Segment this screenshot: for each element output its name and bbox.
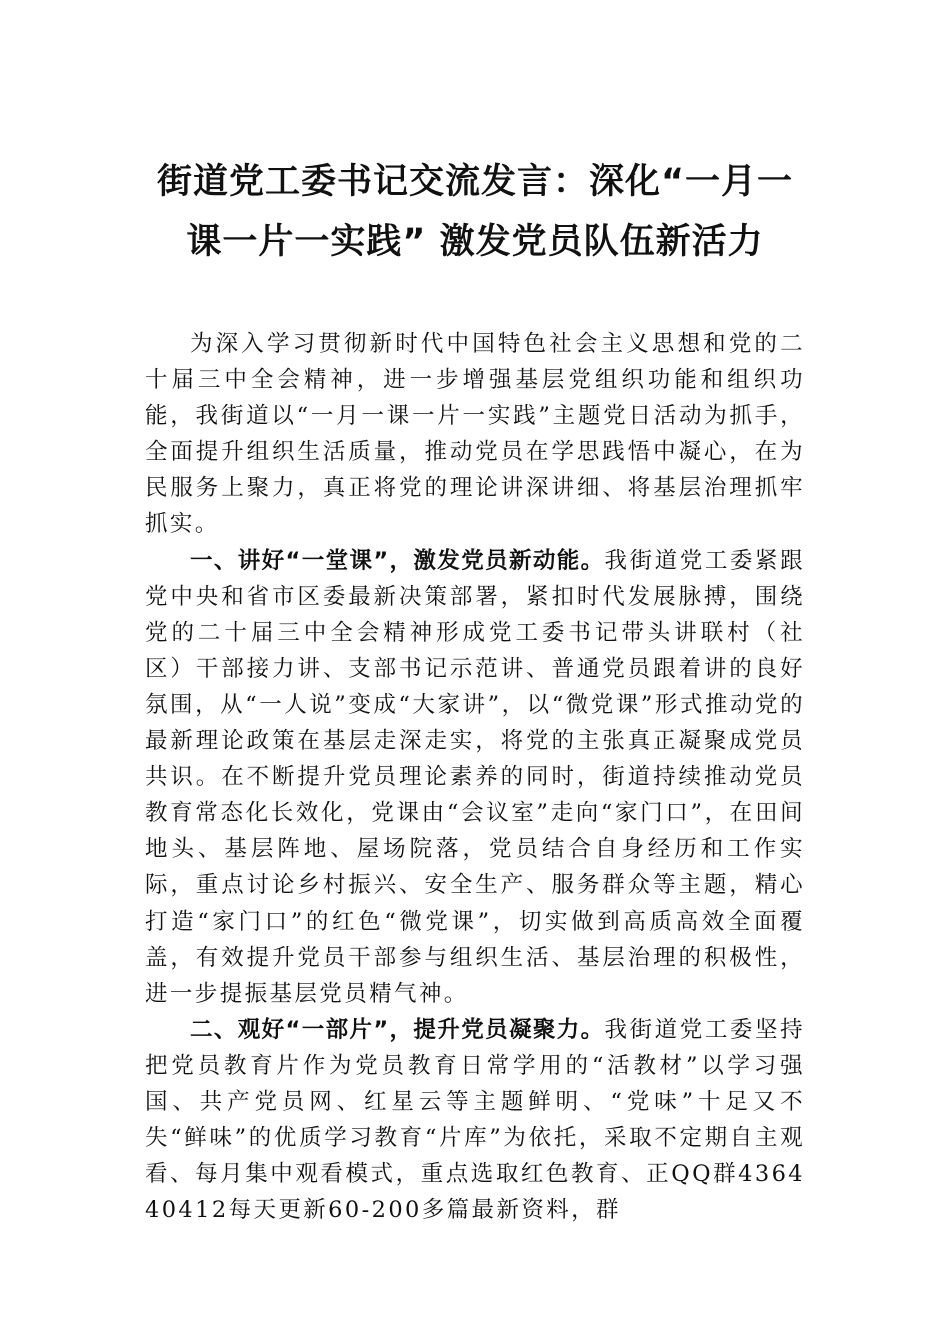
document-body: [145, 326, 805, 1228]
title-line-2: 课一片一实践” 激发党员队伍新活力: [186, 222, 764, 262]
title-line-1: 街道党工委书记交流发言：深化“一月一: [156, 162, 793, 202]
section-2-heading: 二、观好“一部片”，提升党员凝聚力。: [190, 1016, 605, 1043]
intro-paragraph: [145, 326, 805, 543]
document-title: [140, 152, 810, 272]
paragraph-text: 为深入学习贯彻新时代中国特色社会主义思想和党的二十届三中全会精神，进一步增强基层党组织功能和组织功能，我街道以“一月一课一片一实践”主题党日活动为抓手，全面提升组织生活质量，推动党员在学思践悟中凝心，在为民服务上聚力，真正将党的理论讲深讲细、将基层治理抓牢抓实。: [145, 331, 805, 538]
paragraph-text: 我街道党工委坚持把党员教育片作为党员教育日常学用的“活教材”以学习强国、共产党员网、红星云等主题鲜明、“党味”十足又不失“鲜味”的优质学习教育“片库”为依托，采取不定期自主观看、每月集中观看模式，重点选取红色教育、正QQ群436440412每天更新60-200多篇最新资料，群: [145, 1016, 805, 1224]
paragraph-text: 我街道党工委紧跟党中央和省市区委最新决策部署，紧扣时代发展脉搏，围绕党的二十届三中全会精神形成党工委书记带头讲联村（社区）干部接力讲、支部书记示范讲、普通党员跟着讲的良好氛围，从“一人说”变成“大家讲”，以“微党课”形式推动党的最新理论政策在基层走深走实，将党的主张真正凝聚成党员共识。在不断提升党员理论素养的同时，街道持续推动党员教育常态化长效化，党课由“会议室”走向“家门口”，在田间地头、基层阵地、屋场院落，党员结合自身经历和工作实际，重点讨论乡村振兴、安全生产、服务群众等主题，精心打造“家门口”的红色“微党课”，切实做到高质高效全面覆盖，有效提升党员干部参与组织生活、基层治理的积极性，进一步提振基层党员精气神。: [145, 547, 805, 1007]
section-2-paragraph: [145, 1012, 805, 1229]
section-1-heading: 一、讲好“一堂课”，激发党员新动能。: [190, 547, 605, 574]
section-1-paragraph: [145, 543, 805, 1012]
